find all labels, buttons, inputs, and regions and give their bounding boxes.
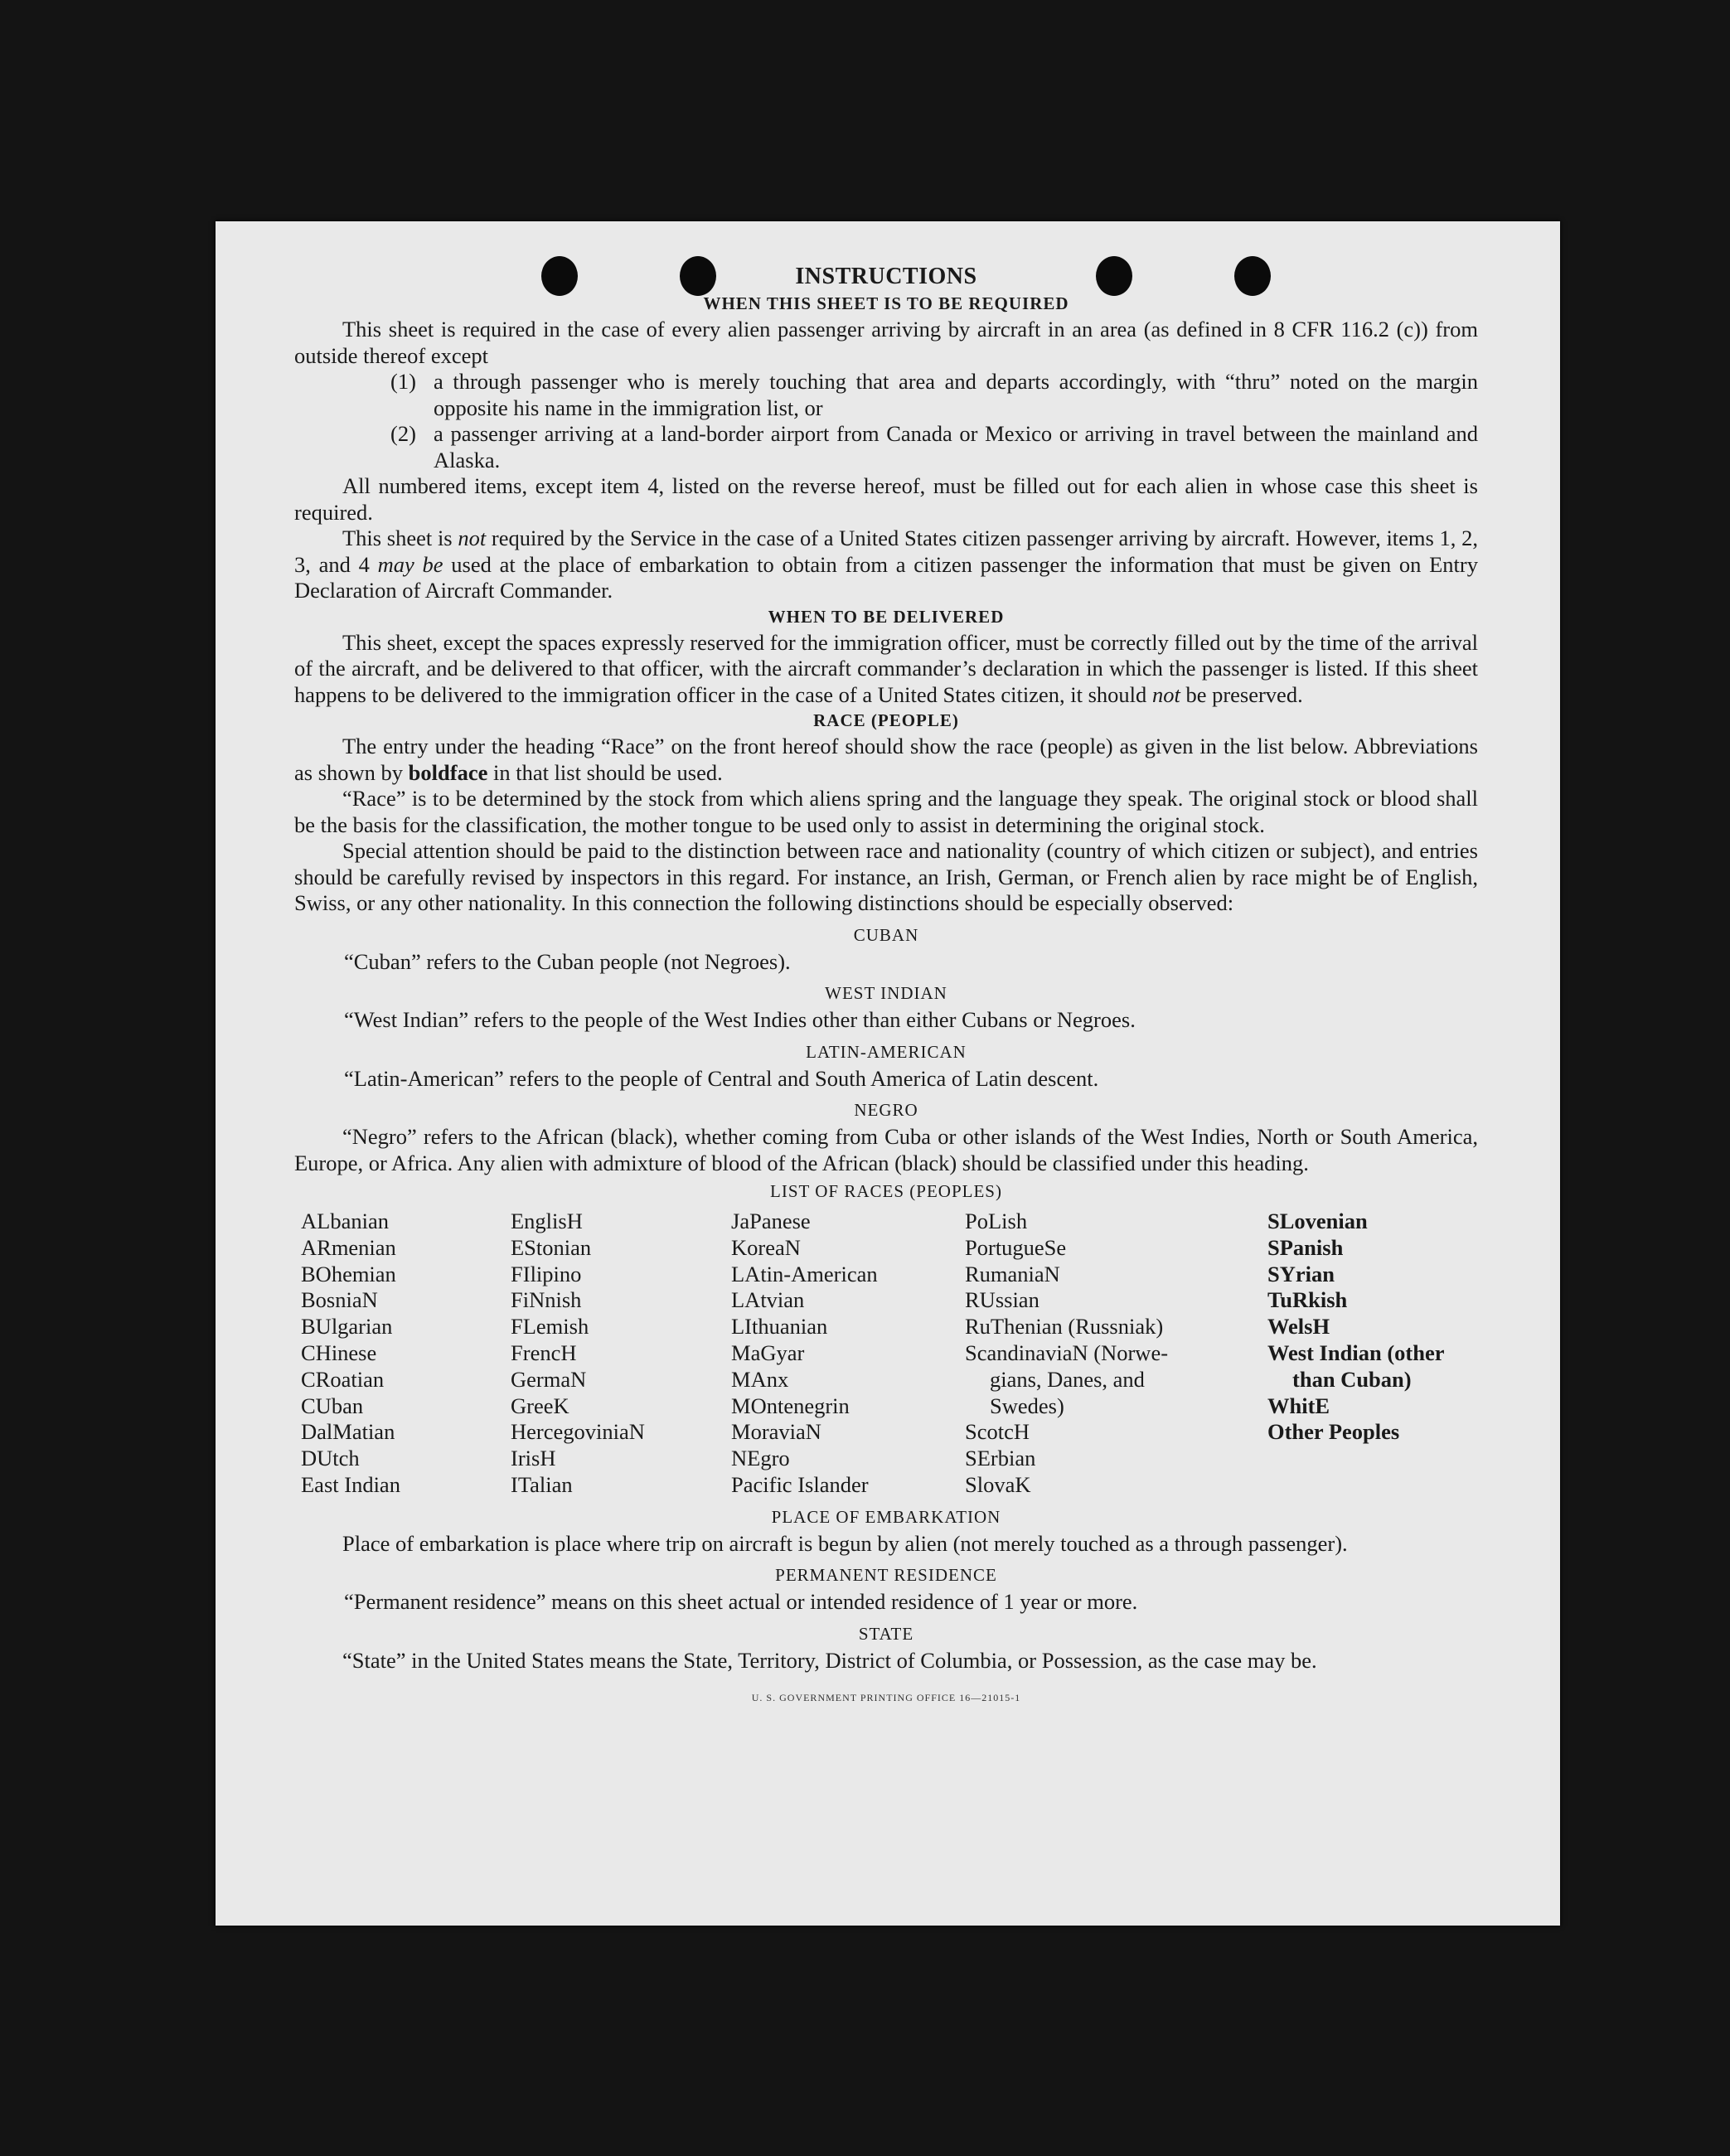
heading-cuban: CUBAN: [853, 924, 919, 945]
race-entry: RUssian: [965, 1287, 1039, 1313]
text-run: used at the place of embarkation to obtain from a citizen passenger the information that must be given on Entry Declaration of Aircraft Commander.: [294, 551, 1478, 603]
bold-text: boldface: [408, 759, 488, 785]
race-entry: MAnx: [731, 1366, 789, 1392]
race-entry: PortugueSe: [965, 1234, 1067, 1260]
race-entry: TuRkish: [1267, 1287, 1348, 1313]
text-run: The entry under the heading “Race” on the front hereof should show the race (people) as given in the list below. Abbreviations as shown by: [294, 734, 1478, 785]
heading-negro: NEGRO: [854, 1100, 918, 1120]
race-entry: IrisH: [511, 1446, 556, 1471]
item-number: (2): [390, 421, 416, 446]
paragraph: This sheet is required in the case of every alien passenger arriving by aircraft in an area (as defined in 8 CFR 116.2 (c)) from outside thereof except: [294, 317, 1478, 368]
races-list: [301, 1209, 1478, 1499]
race-entry: RumaniaN: [965, 1261, 1060, 1286]
heading-permanent-residence: PERMANENT RESIDENCE: [775, 1565, 997, 1586]
races-column: [731, 1209, 965, 1499]
paragraph: “State” in the United States means the State, Territory, District of Columbia, or Possession, as the case may be.: [342, 1647, 1317, 1673]
race-entry: MOntenegrin: [731, 1393, 850, 1418]
text-run: required by the Service in the case of a United States citizen passenger arriving by aircraft. However, items 1, 2, 3, and 4: [294, 526, 1478, 577]
heading-latin-american: LATIN-AMERICAN: [806, 1041, 967, 1062]
paragraph: [294, 526, 1478, 604]
text-run: This sheet, except the spaces expressly reserved for the immigration officer, must be correctly filled out by the time of the arrival of the aircraft, and be delivered to that officer, with the aircraft commander’s declaration in which the passenger is listed. If this sheet happens to be delivered to the immigration officer in the case of a United States citizen, it should: [294, 629, 1478, 707]
paragraph: “Race” is to be determined by the stock from which aliens spring and the language they speak. The original stock or blood shall be the basis for the classification, the mother tongue to be used only to assist in determining the original stock.: [294, 786, 1478, 837]
race-entry: NEgro: [731, 1446, 790, 1471]
race-entry: SYrian: [1267, 1261, 1335, 1286]
race-entry: KoreaN: [731, 1234, 801, 1260]
text-run: This sheet is: [342, 526, 458, 550]
paragraph: [294, 630, 1478, 709]
printer-imprint: U. S. GOVERNMENT PRINTING OFFICE 16—21015-1: [751, 1692, 1021, 1704]
heading-when-required: WHEN THIS SHEET IS TO BE REQUIRED: [703, 293, 1069, 313]
race-entry: East Indian: [301, 1471, 400, 1497]
race-entry: DUtch: [301, 1446, 360, 1471]
race-entry: LAtin-American: [731, 1261, 878, 1286]
race-entry: SLovenian: [1267, 1209, 1368, 1233]
paragraph: Place of embarkation is place where trip on aircraft is begun by alien (not merely touched as a through passenger).: [342, 1530, 1348, 1556]
race-entry: Other Peoples: [1267, 1419, 1400, 1445]
races-column: [511, 1209, 731, 1499]
race-entry: CRoatian: [301, 1366, 385, 1392]
heading-place-of-embarkation: PLACE OF EMBARKATION: [771, 1506, 1001, 1527]
race-entry: DalMatian: [301, 1419, 395, 1445]
race-entry: BosniaN: [301, 1287, 378, 1313]
paragraph: “Negro” refers to the African (black), whether coming from Cuba or other islands of the West Indies, North or South America, Europe, or Africa. Any alien with admixture of blood of the African (black) should be classified under this heading.: [294, 1124, 1478, 1175]
race-entry: ALbanian: [301, 1209, 389, 1233]
race-entry: WhitE: [1267, 1393, 1330, 1418]
race-entry: PoLish: [965, 1209, 1028, 1233]
heading-race: RACE (PEOPLE): [813, 710, 959, 730]
races-column: [965, 1209, 1267, 1499]
paragraph: Special attention should be paid to the distinction between race and nationality (country of which citizen or subject), and entries should be carefully revised by inspectors in this regard. For instance, an Irish, German, or French alien by race might be of English, Swiss, or any other nationality. In this connection the following distinctions should be especially observed:: [294, 838, 1478, 915]
race-entry: SPanish: [1267, 1234, 1344, 1260]
instruction-sheet: [216, 221, 1560, 1926]
race-entry: SlovaK: [965, 1471, 1031, 1497]
race-entry: MaGyar: [731, 1340, 805, 1365]
heading-when-delivered: WHEN TO BE DELIVERED: [768, 606, 1005, 627]
races-column: [301, 1209, 511, 1499]
list-item: [294, 421, 1478, 473]
item-number: (1): [390, 369, 416, 394]
race-entry: MoraviaN: [731, 1419, 821, 1445]
race-entry: FIlipino: [511, 1261, 582, 1286]
race-entry: FLemish: [511, 1314, 589, 1340]
race-entry: FrencH: [511, 1340, 577, 1365]
race-entry: EnglisH: [511, 1209, 583, 1233]
race-entry: JaPanese: [731, 1209, 811, 1233]
italic-text: not: [1151, 681, 1180, 707]
race-entry: ScandinaviaN (Norwe-: [965, 1340, 1169, 1365]
race-entry: ScotcH: [965, 1419, 1030, 1445]
race-entry: LIthuanian: [731, 1314, 828, 1340]
italic-text: not: [458, 526, 487, 550]
race-entry: LAtvian: [731, 1287, 805, 1313]
heading-list-of-races: LIST OF RACES (PEOPLES): [770, 1181, 1002, 1201]
race-entry: HercegoviniaN: [511, 1419, 645, 1445]
race-entry: EStonian: [511, 1234, 592, 1260]
list-item: [294, 369, 1478, 421]
race-entry: CUban: [301, 1393, 364, 1418]
race-entry: GermaN: [511, 1366, 587, 1392]
race-entry: West Indian (other: [1267, 1340, 1445, 1365]
race-entry: gians, Danes, and: [990, 1366, 1145, 1392]
definition-text: “Permanent residence” means on this sheet actual or intended residence of 1 year or more.: [344, 1589, 1138, 1615]
races-column: [1267, 1209, 1475, 1499]
definition-text: “Latin-American” refers to the people of Central and South America of Latin descent.: [344, 1065, 1099, 1091]
document-body: [294, 263, 1478, 1712]
race-entry: ITalian: [511, 1471, 573, 1497]
item-text: a through passenger who is merely touching that area and departs accordingly, with “thru” noted on the margin opposite his name in the immigration list, or: [434, 369, 1478, 420]
race-entry: FiNnish: [511, 1287, 582, 1313]
race-entry: Pacific Islander: [731, 1471, 869, 1497]
race-entry: GreeK: [511, 1393, 569, 1418]
race-entry: BUlgarian: [301, 1314, 393, 1340]
race-entry: BOhemian: [301, 1261, 396, 1286]
race-entry: WelsH: [1267, 1314, 1330, 1340]
race-entry: ARmenian: [301, 1234, 396, 1260]
item-text: a passenger arriving at a land-border airport from Canada or Mexico or arriving in travel between the mainland and Alaska.: [434, 421, 1478, 472]
paragraph: All numbered items, except item 4, listed on the reverse hereof, must be filled out for each alien in whose case this sheet is required.: [294, 473, 1478, 525]
race-entry: than Cuban): [1292, 1366, 1412, 1392]
race-entry: SErbian: [965, 1446, 1036, 1471]
definition-text: “Cuban” refers to the Cuban people (not Negroes).: [344, 948, 791, 974]
heading-state: STATE: [858, 1623, 914, 1644]
heading-west-indian: WEST INDIAN: [825, 983, 947, 1003]
race-entry: CHinese: [301, 1340, 377, 1365]
definition-text: “West Indian” refers to the people of the West Indies other than either Cubans or Negroes.: [344, 1007, 1136, 1032]
text-run: in that list should be used.: [487, 759, 723, 785]
race-entry: RuThenian (Russniak): [965, 1314, 1164, 1340]
document-title: INSTRUCTIONS: [795, 264, 977, 289]
text-run: be preserved.: [1180, 681, 1303, 707]
race-entry: Swedes): [990, 1393, 1064, 1418]
paragraph: [294, 734, 1478, 786]
italic-text: may be: [377, 551, 443, 577]
